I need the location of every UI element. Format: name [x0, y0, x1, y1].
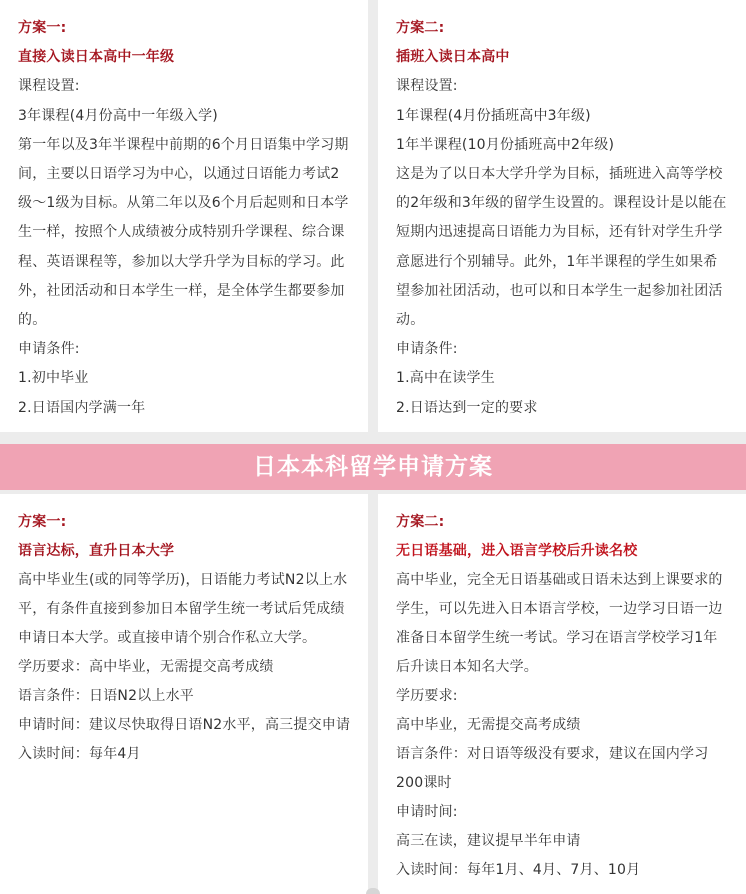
- body-line: 第一年以及3年半课程中前期的6个月日语集中学习期: [18, 136, 349, 153]
- plan-title: 无日语基础，进入语言学校后升读名校: [396, 543, 638, 559]
- body-line: 短期内迅速提高日语能力为目标，还有针对学生升学: [396, 224, 723, 241]
- body-line: 课程设置:: [18, 78, 80, 95]
- body-line: 2.日语国内学满一年: [18, 399, 146, 416]
- body-line: 高中毕业，完全无日语基础或日语未达到上课要求的: [396, 572, 723, 588]
- body-line: 语言条件：对日语等级没有要求，建议在国内学习: [396, 746, 709, 762]
- body-line: 入读时间：每年4月: [18, 746, 141, 762]
- body-line: 申请日本大学。或直接申请个别合作私立大学。: [18, 630, 317, 646]
- body-line: 平，有条件直接到参加日本留学生统一考试后凭成绩: [18, 601, 345, 617]
- body-line: 望参加社团活动，也可以和日本学生一起参加社团活: [396, 282, 723, 299]
- body-line: 这是为了以日本大学升学为目标，插班进入高等学校: [396, 166, 723, 183]
- plan-title: 语言达标，直升日本大学: [18, 543, 175, 559]
- plan-label: 方案二:: [396, 20, 445, 36]
- body-line: 200课时: [396, 775, 452, 791]
- body-line: 申请条件:: [18, 341, 80, 358]
- body-line: 学历要求：高中毕业，无需提交高考成绩: [18, 659, 274, 675]
- body-line: 的。: [18, 312, 47, 329]
- plan-card-high-school-2: [378, 0, 746, 432]
- section-banner: 日本本科留学申请方案: [0, 444, 746, 490]
- body-line: 申请条件:: [396, 341, 458, 358]
- body-line: 1.初中毕业: [18, 370, 89, 387]
- body-line: 高中毕业，无需提交高考成绩: [396, 717, 581, 733]
- body-line: 2.日语达到一定的要求: [396, 399, 538, 416]
- body-line: 入读时间：每年1月、4月、7月、10月: [396, 862, 641, 878]
- plan-title: 插班入读日本高中: [396, 49, 510, 66]
- plan-body: [18, 566, 352, 769]
- body-line: 后升读日本知名大学。: [396, 659, 538, 675]
- body-line: 间，主要以日语学习为中心，以通过日语能力考试2: [18, 166, 340, 183]
- plan-label: 方案一:: [18, 20, 67, 36]
- plan-label: 方案一:: [18, 514, 67, 530]
- body-line: 的2年级和3年级的留学生设置的。课程设计是以能在: [396, 195, 727, 212]
- body-line: 程、英语课程等，参加以大学升学为目标的学习。此: [18, 253, 345, 270]
- body-line: 课程设置:: [396, 78, 458, 95]
- plan-title: 直接入读日本高中一年级: [18, 49, 175, 66]
- plan-card-university-1: [0, 494, 368, 894]
- plan-body: [18, 72, 352, 422]
- body-line: 生一样，按照个人成绩被分成特别升学课程、综合课: [18, 224, 345, 241]
- body-line: 1.高中在读学生: [396, 370, 495, 387]
- body-line: 3年课程(4月份高中一年级入学): [18, 107, 218, 124]
- body-line: 1年课程(4月份插班高中3年级): [396, 107, 591, 124]
- plan-label: 方案二:: [396, 514, 445, 530]
- scroll-indicator[interactable]: [366, 888, 380, 894]
- plan-card-university-2: [378, 494, 746, 894]
- body-line: 级～1级为目标。从第二年以及6个月后起则和日本学: [18, 195, 349, 212]
- body-line: 动。: [396, 312, 425, 329]
- body-line: 高三在读，建议提早半年申请: [396, 833, 581, 849]
- body-line: 学生，可以先进入日本语言学校，一边学习日语一边: [396, 601, 723, 617]
- body-line: 高中毕业生(或的同等学历)，日语能力考试N2以上水: [18, 572, 348, 588]
- top-plans-row: [0, 0, 746, 436]
- body-line: 外，社团活动和日本学生一样，是全体学生都要参加: [18, 282, 345, 299]
- body-line: 1年半课程(10月份插班高中2年级): [396, 136, 615, 153]
- body-line: 学历要求:: [396, 688, 458, 704]
- plan-body: [396, 72, 730, 422]
- body-line: 准备日本留学生统一考试。学习在语言学校学习1年: [396, 630, 718, 646]
- body-line: 语言条件：日语N2以上水平: [18, 688, 194, 704]
- body-line: 申请时间:: [396, 804, 458, 820]
- plan-body: [396, 566, 730, 885]
- body-line: 意愿进行个别辅导。此外，1年半课程的学生如果希: [396, 253, 718, 270]
- plan-card-high-school-1: [0, 0, 368, 432]
- bottom-plans-row: [0, 494, 746, 894]
- body-line: 申请时间：建议尽快取得日语N2水平，高三提交申请: [18, 717, 351, 733]
